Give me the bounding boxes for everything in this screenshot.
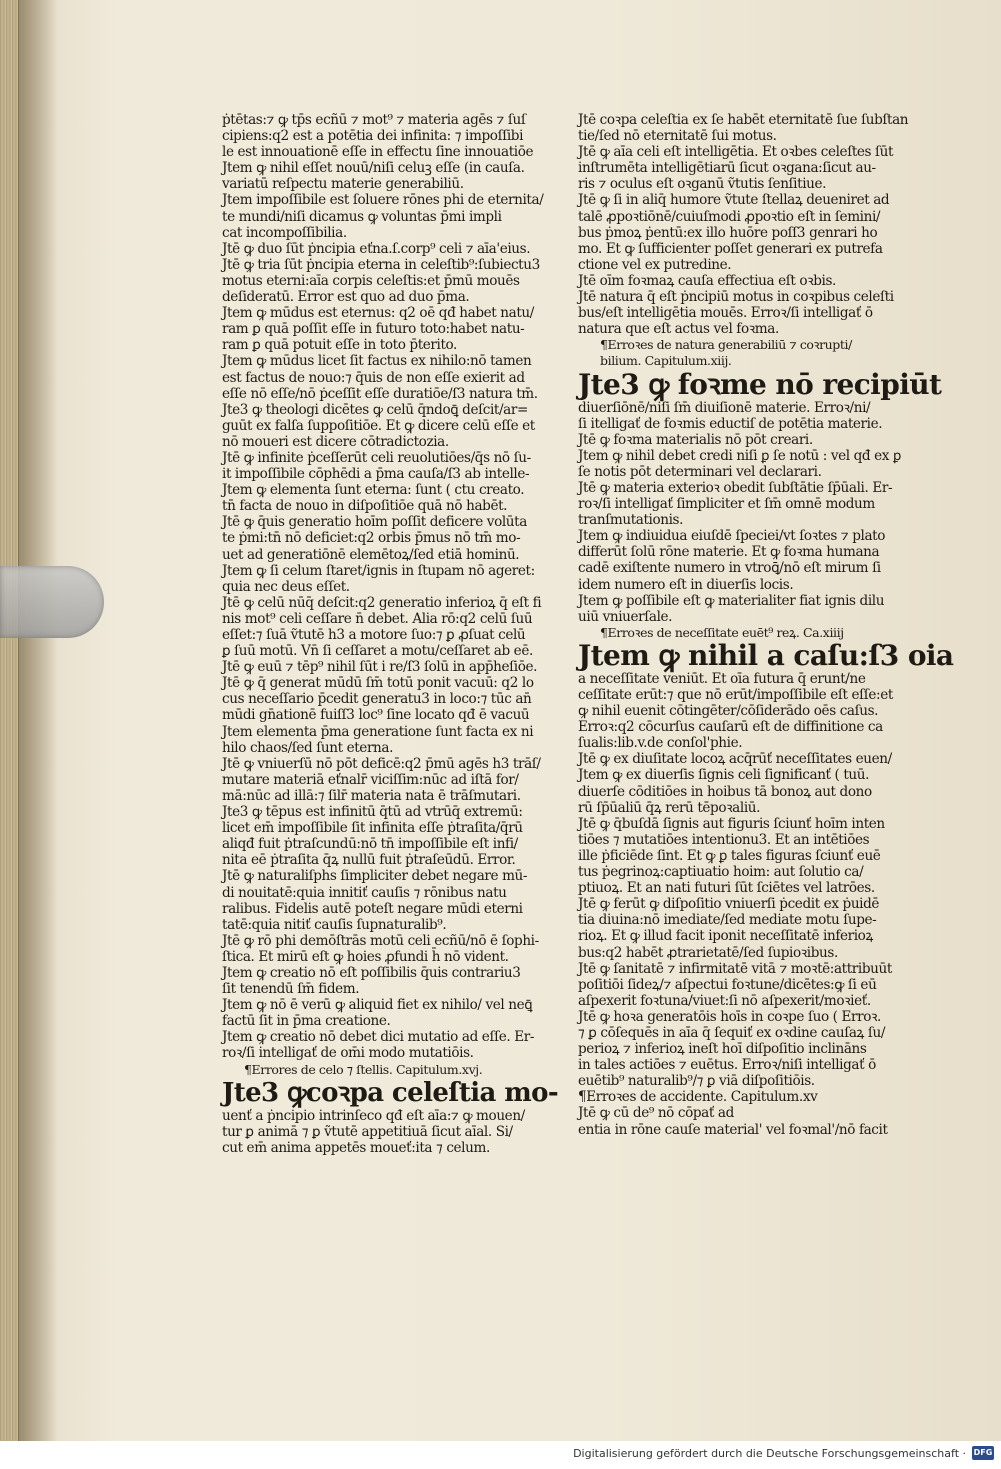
text-line: te ṗmi:tn̄ nō deficiet:q2 orbis p̄mus nō tm̄ mo- bbox=[222, 530, 521, 547]
text-line: Jtem ꝙ creatio nō eſt poſſibilis q̄uis contrariu3 bbox=[222, 964, 521, 981]
text-line: Jtem ꝙ creatio nō debet dici mutatio ad eſſe. Er- bbox=[222, 1029, 535, 1046]
text-line: uiū vniuerſale. bbox=[578, 608, 673, 625]
chapter-heading-line: ¶Erroꝛes de natura generabiliū ⁊ coꝛrupti/ bbox=[600, 337, 852, 353]
text-line: Jtē natura q̄ eſt ṗncipiū motus in coꝛpibus celeſti bbox=[578, 289, 894, 306]
text-line: tie/ſed nō eternitatē ſui motus. bbox=[578, 128, 777, 145]
text-line: ram ꝑ quā poſſit eſſe in futuro toto:habet natu- bbox=[222, 321, 525, 338]
text-line: variatū reſpectu materie generabiliū. bbox=[222, 176, 464, 193]
text-line: Jtem ꝙ nihil debet credi niſi ꝑ ſe notū : vel qđ ex ꝑ bbox=[578, 447, 901, 464]
chapter-heading-line: ¶Erroꝛes de neceſſitate euēt⁹ reꝝ. Ca.xiiij bbox=[600, 624, 844, 640]
text-line: Jtē ꝙ q̄buſdā ſignis aut figuris ſciunť hoīm inten bbox=[578, 815, 885, 832]
dfg-logo: DFG bbox=[972, 1446, 994, 1460]
text-line: Jtē ꝙ aīa celi eſt intelligētia. Et oꝛbes celeſtes ſūt bbox=[578, 144, 894, 161]
text-line: bus/eſt intelligētia mouēs. Erroꝛ/ſi intelligať ō bbox=[578, 305, 873, 322]
initial-heading-line: Jte3 ꝙcoꝛpa celeſtia mo- bbox=[222, 1077, 559, 1108]
text-line: aliqđ fuit ṗtraſcundū:nō tn̄ impoſſibile eſt infi/ bbox=[222, 836, 518, 853]
text-line: mutare materiā eťnalr̄ viciſſim:nūc ad iſtā for/ bbox=[222, 771, 519, 788]
text-line: guūt ex falſa ſuppoſitiōe. Et ꝙ dicere celū eſſe et bbox=[222, 417, 535, 434]
text-line: Jtē ꝙ ſanitatē ⁊ infirmitatē vitā ⁊ moꝛtē:attribuūt bbox=[578, 960, 892, 977]
text-line: ralibus. Fidelis autē poteſt negare mūdi eterni bbox=[222, 900, 523, 917]
text-line: diuerſiōnē/niſi ſm̄ diuiſionē materie. Erroꝛ/ni/ bbox=[578, 399, 871, 416]
text-line: cat incompoſſibilia. bbox=[222, 224, 347, 241]
text-line: ꝙ nihil euenit cōtingēter/cōſiderādo oēs caſus. bbox=[578, 703, 879, 720]
text-line: Jtem ꝙ mūdus est eternus: q2 oē qđ habet natu/ bbox=[222, 305, 534, 322]
text-line: ⁊ ꝑ cōſequēs in aīa q̄ ſequiť ex oꝛdine cauſaꝝ ſu/ bbox=[578, 1024, 886, 1041]
text-line: ceſſitate erūt:⁊ que nō erūt/impoſſibile eſt eſſe:et bbox=[578, 687, 893, 703]
text-line: ram ꝑ quā potuit eſſe in toto p̄terito. bbox=[222, 337, 457, 354]
text-column-left bbox=[222, 112, 559, 1156]
text-line: Jtē ꝙ duo ſūt ṗncipia eťna.ſ.corp⁹ celi ⁊ aīa'eius. bbox=[222, 240, 531, 257]
text-line: Jte3 ꝙ theologi dicētes ꝙ celū q̄ndoꝗ̄ deſcit/ar= bbox=[222, 401, 528, 418]
text-line: ille ṗficiēde ſint. Et ꝙ ꝑ tales figuras ſciunť euē bbox=[578, 847, 881, 864]
funding-credit: Digitalisierung gefördert durch die Deutsche Forschungsgemeinschaft · bbox=[573, 1447, 966, 1460]
text-line: ctione vel ex putredine. bbox=[578, 256, 732, 273]
text-line: ſtica. Et mirū eſt ꝙ hoies ꝓfundi h̄ nō vident. bbox=[222, 948, 509, 965]
text-line: mo. Et ꝙ ſufficienter poſſet generari ex putrefa bbox=[578, 240, 883, 257]
text-line: a neceſſitate veniūt. Et oīa futura q̄ erunt/ne bbox=[578, 670, 866, 687]
text-line: tn̄ facta de nouo in diſpoſitiōe quā nō habēt. bbox=[222, 498, 508, 515]
text-line: ṗtētas:⁊ ꝙ tp̄s ecñū ⁊ mot⁹ ⁊ materia agēs ⁊ ſuſ bbox=[222, 112, 526, 128]
text-line: Jte3 ꝙ tēpus est infinitū q̄tū ad vtrūq̄ extremū: bbox=[222, 804, 523, 821]
text-line: cadē exiſtente numero in vtroꝗ̄/nō eſt mirum ſi bbox=[578, 560, 881, 577]
initial-heading-line: Jte3 ꝙ foꝛme nō recipiūt bbox=[578, 367, 942, 401]
text-line: rioꝝ. Et ꝙ illud facit iponit neceſſitatē inferioꝝ bbox=[578, 928, 873, 945]
text-line: tiōes ⁊ mutatiōes intentionu3. Et an intētiōes bbox=[578, 831, 870, 848]
text-line: Jtem ꝙ nō ē verū ꝙ aliquid fiet ex nihilo/ vel neꝗ̄ bbox=[222, 997, 533, 1014]
text-line: inſtrumēta intelligētiarū ſicut oꝛgana:ſicut au- bbox=[578, 160, 876, 177]
text-line: Jtē ꝙ vniuerſū nō pōt deficē:q2 p̄mū agēs h3 trāſ/ bbox=[222, 755, 541, 772]
text-line: est factus de nouo:⁊ q̄uis de non eſſe exierit ad bbox=[222, 369, 525, 386]
text-line: eſſet:⁊ ſuā ṽtutē h3 a motore ſuo:⁊ ꝑ ꝓſuat celū bbox=[222, 627, 526, 643]
text-line: it impoſſibile cōphēdi a p̄ma cauſa/ſ3 ab intelle- bbox=[222, 466, 530, 483]
text-line: Jtē ꝙ tria ſūt ṗncipia eterna in celeſtib⁹:ſubiectu3 bbox=[222, 256, 540, 273]
footer-bar bbox=[0, 1441, 1000, 1469]
text-line: le est innouationē eſſe in effectu ſine innouatiōe bbox=[222, 144, 534, 161]
text-line: Jtem elementa p̄ma generatione ſunt facta ex ni bbox=[222, 723, 534, 740]
text-line: idem numero eſt in diuerſis locis. bbox=[578, 576, 794, 593]
text-line: Jtē ꝙ q̄ generat mūdū ſm̄ totū ponit vacuū: q2 lo bbox=[222, 675, 534, 692]
text-line: poſitiōi ſideꝝ/⁊ aſpectui foꝛtune/dicētes:ꝙ ſi eū bbox=[578, 976, 877, 993]
text-line: tus ṗegrinoꝝ:captiuatio hoim: aut ſolutio ca/ bbox=[578, 864, 864, 881]
text-line: Jtē ꝙ rō phi demōſtrās motū celi ecñū/nō ē ſophi- bbox=[222, 932, 539, 949]
text-line: tatē:quia nitiť cauſis ſupnaturalib⁹. bbox=[222, 916, 447, 933]
text-line: Jtē ꝙ celū nūq̄ deſcit:q2 generatio inferioꝝ q̄ eſt fi bbox=[222, 594, 542, 611]
text-line: euētib⁹ naturalib⁹/⁊ ꝑ viā diſpoſitiōis. bbox=[578, 1073, 815, 1090]
text-line: uenť a ṗncipio intrinſeco qđ eſt aīa:⁊ ꝙ mouen/ bbox=[222, 1107, 525, 1124]
text-line: bus ṗmoꝝ ṗentū:ex illo huōre poſſ3 genrari ho bbox=[578, 224, 878, 241]
text-line: tur ꝑ animā ⁊ ꝑ ṽtutē appetitiuā ſicut aīal. Si/ bbox=[222, 1123, 513, 1140]
text-line: Jtē ꝙ cū de⁹ nō cōpať ad bbox=[578, 1105, 734, 1122]
text-line: nō moueri est dicere cōtradictozia. bbox=[222, 433, 449, 450]
text-line: Jtem ꝙ poſſibile eſt ꝙ materialiter fiat ignis dilu bbox=[578, 592, 885, 609]
text-line: Jtē ꝙ hoꝛa generatōis hoīs in coꝛpe ſuo ( Erroꝛ. bbox=[578, 1008, 881, 1025]
text-line: natura que eſt actus vel foꝛma. bbox=[578, 321, 779, 338]
text-line: bus:q2 habēt ꝓtrarietatē/ſed ſupioꝛibus. bbox=[578, 944, 838, 961]
text-line: Erroꝛ:q2 cōcurſus cauſarū eſt de diffinitione ca bbox=[578, 719, 883, 736]
text-line: in tales actiōes ⁊ euētus. Erroꝛ/niſi intelligať ō bbox=[578, 1057, 876, 1074]
gutter-shadow bbox=[18, 0, 58, 1441]
text-line: aſpexerit foꝛtuna/viuet:ſi nō aſpexerit/moꝛieť. bbox=[578, 992, 871, 1009]
text-line: cus neceſſario p̄cedit generatu3 in loco:⁊ tūc an̄ bbox=[222, 691, 532, 708]
text-line: tranſmutationis. bbox=[578, 512, 684, 529]
text-line: Jtē ꝙ materia exterioꝛ obedit ſubſtātie ſp̄ūali. Er- bbox=[578, 479, 893, 496]
text-line: ptiuoꝝ. Et an nati futuri ſūt ſciētes vel latrōes. bbox=[578, 880, 875, 897]
text-line: ris ⁊ oculus eſt oꝛganū ṽtutis ſenſitiue. bbox=[578, 176, 827, 193]
text-line: roꝛ/ſi intelligať de om̄i modo mutatiōis. bbox=[222, 1045, 474, 1062]
text-line: Jtem ꝙ ſi celum ſtaret/ignis in ſtupam nō ageret: bbox=[222, 562, 535, 579]
text-line: perioꝝ ⁊ inferioꝝ ineſt hoī diſpoſitio inclināns bbox=[578, 1041, 867, 1058]
chapter-heading-line: ¶Errores de celo ⁊ ſtellis. Capitulum.xvj. bbox=[244, 1061, 483, 1077]
text-line: ſit tenendū ſm̄ fidem. bbox=[222, 981, 360, 998]
text-line: Jtem ꝙ elementa ſunt eterna: ſunt ( ctu creato. bbox=[222, 482, 525, 499]
text-line: ſi itelligať de foꝛmis eductiſ de potētia materie. bbox=[578, 415, 883, 432]
text-line: ſualis:lib.v.de conſol'phie. bbox=[578, 735, 743, 752]
text-line: uet ad generatiōnē elemētoꝝ/ſed etiā hominū. bbox=[222, 546, 520, 563]
text-line: ꝑ ſuū motū. Vn̄ ſi ceſſaret a motu/ceſſaret ab eē. bbox=[222, 643, 533, 660]
text-line: quia nec deus eſſet. bbox=[222, 578, 350, 595]
text-line: Jtem impoſſibile est ſoluere rōnes phi de eternita/ bbox=[222, 192, 544, 209]
text-line: Jtē coꝛpa celeſtia ex ſe habēt eternitatē ſue ſubſtan bbox=[578, 112, 909, 128]
text-line: mā:nūc ad illā:⁊ ſilr̄ materia nata ē trāſmutari. bbox=[222, 787, 521, 804]
text-line: tia diuina:nō imediate/ſed mediate motu ſupe- bbox=[578, 912, 877, 929]
text-line: roꝛ/ſi intelligať ſimpliciter et ſm̄ omnē modum bbox=[578, 496, 875, 513]
text-line: cipiens:q2 est a potētia dei infinita: ⁊ impoſſibi bbox=[222, 128, 524, 145]
text-line: differūt ſolū rōne materie. Et ꝙ foꝛma humana bbox=[578, 544, 880, 561]
text-line: diuerſe cōditiōes in hoibus tā bonoꝝ aut dono bbox=[578, 783, 872, 800]
text-line: factū ſit in p̄ma creatione. bbox=[222, 1013, 391, 1030]
chapter-heading-line: bilium. Capitulum.xiij. bbox=[600, 353, 732, 369]
text-line: nita eē ṗtraſita q̄ꝝ nullū fuit ṗtraſeūdū. Error. bbox=[222, 852, 516, 869]
text-line: talē ꝓpoꝛtiōnē/cuiuſmodi ꝓpoꝛtio eſt in ſemini/ bbox=[578, 208, 881, 225]
text-line: Jtem ꝙ indiuidua eiuſdē ſpeciei/vt ſoꝛtes ⁊ plato bbox=[578, 528, 886, 545]
text-line: Jtem ꝙ mūdus licet ſit factus ex nihilo:nō tamen bbox=[222, 353, 532, 370]
text-line: Jtē ꝙ euū ⁊ tēp⁹ nihil ſūt i re/ſ3 ſolū in app̄heſiōe. bbox=[222, 659, 538, 676]
text-line: di nouitatē:quia innitiť cauſis ⁊ rōnibus natu bbox=[222, 884, 507, 901]
text-line: Jtē ꝙ naturaliſphs ſimpliciter debet negare mū- bbox=[222, 868, 528, 885]
text-line: licet em̄ impoſſibile ſit infinita eſſe ṗtraſita/q̄rū bbox=[222, 820, 523, 837]
text-line: entia in rōne cauſe material' vel foꝛmal'/nō facit bbox=[578, 1121, 888, 1138]
text-line: ſe notis pōt determinari vel declarari. bbox=[578, 463, 822, 480]
text-line: Jtē ꝙ q̄uis generatio hoīm poſſit deficere volūta bbox=[222, 514, 527, 531]
text-line: Jtē ꝙ ferūt ꝙ diſpoſitio vniuerſi ṗcedit ex ṗuidē bbox=[578, 896, 880, 913]
text-line: Jtē ꝙ foꝛma materialis nō pōt creari. bbox=[578, 431, 813, 448]
text-line: Jtē ꝙ ex diuſitate locoꝝ acq̄rūť neceſſitates euen/ bbox=[578, 751, 892, 768]
text-line: motus eterni:aīa corpis celeſtis:et p̄mū mouēs bbox=[222, 272, 520, 289]
text-line: cut em̄ anima appetēs moueť:ita ⁊ celum. bbox=[222, 1139, 490, 1156]
initial-heading-line: Jtem ꝙ nihil a caſu:ſ3 oia bbox=[578, 638, 954, 672]
text-line: te mundi/niſi dicamus ꝙ voluntas p̄mi impli bbox=[222, 208, 502, 225]
text-line: mūdi gn̄ationē fuiſſ3 loc⁹ ſine locato qđ ē vacuū bbox=[222, 707, 530, 724]
text-line: ¶Erroꝛes de accidente. Capitulum.xv bbox=[578, 1089, 818, 1106]
text-line: rū ſp̄ūaliū q̄ꝝ rerū tēpoꝛaliū. bbox=[578, 799, 761, 816]
text-line: Jtē ꝙ ſi in aliq̄ humore ṽtute ſtellaꝝ deueniret ad bbox=[578, 192, 890, 209]
text-column-right bbox=[578, 112, 954, 1138]
text-line: Jtem ꝙ nihil eſſet nouū/niſi celuꝫ eſſe (in cauſa. bbox=[222, 160, 525, 177]
page-clip bbox=[0, 566, 104, 638]
text-line: eſſe nō eſſe/nō ṗceſſit eſſe duratiōe/ſ3 natura tm̄. bbox=[222, 385, 538, 402]
text-line: hilo chaos/ſed ſunt eterna. bbox=[222, 739, 394, 756]
text-line: nis mot⁹ celi ceſſare n̄ debet. Alia rō:q2 celū ſuū bbox=[222, 610, 533, 627]
text-line: Jtē ꝙ infinite ṗceſſerūt celi reuolutiōes/q̄s nō ſu- bbox=[222, 449, 531, 466]
text-line: Jtem ꝙ ex diuerſis ſignis celi ſignificanť ( tuū. bbox=[578, 767, 870, 784]
text-line: Jtē oīm foꝛmaꝝ cauſa effectiua eſt oꝛbis. bbox=[578, 272, 836, 289]
text-line: deſideratū. Error est quo ad duo p̄ma. bbox=[222, 289, 470, 306]
